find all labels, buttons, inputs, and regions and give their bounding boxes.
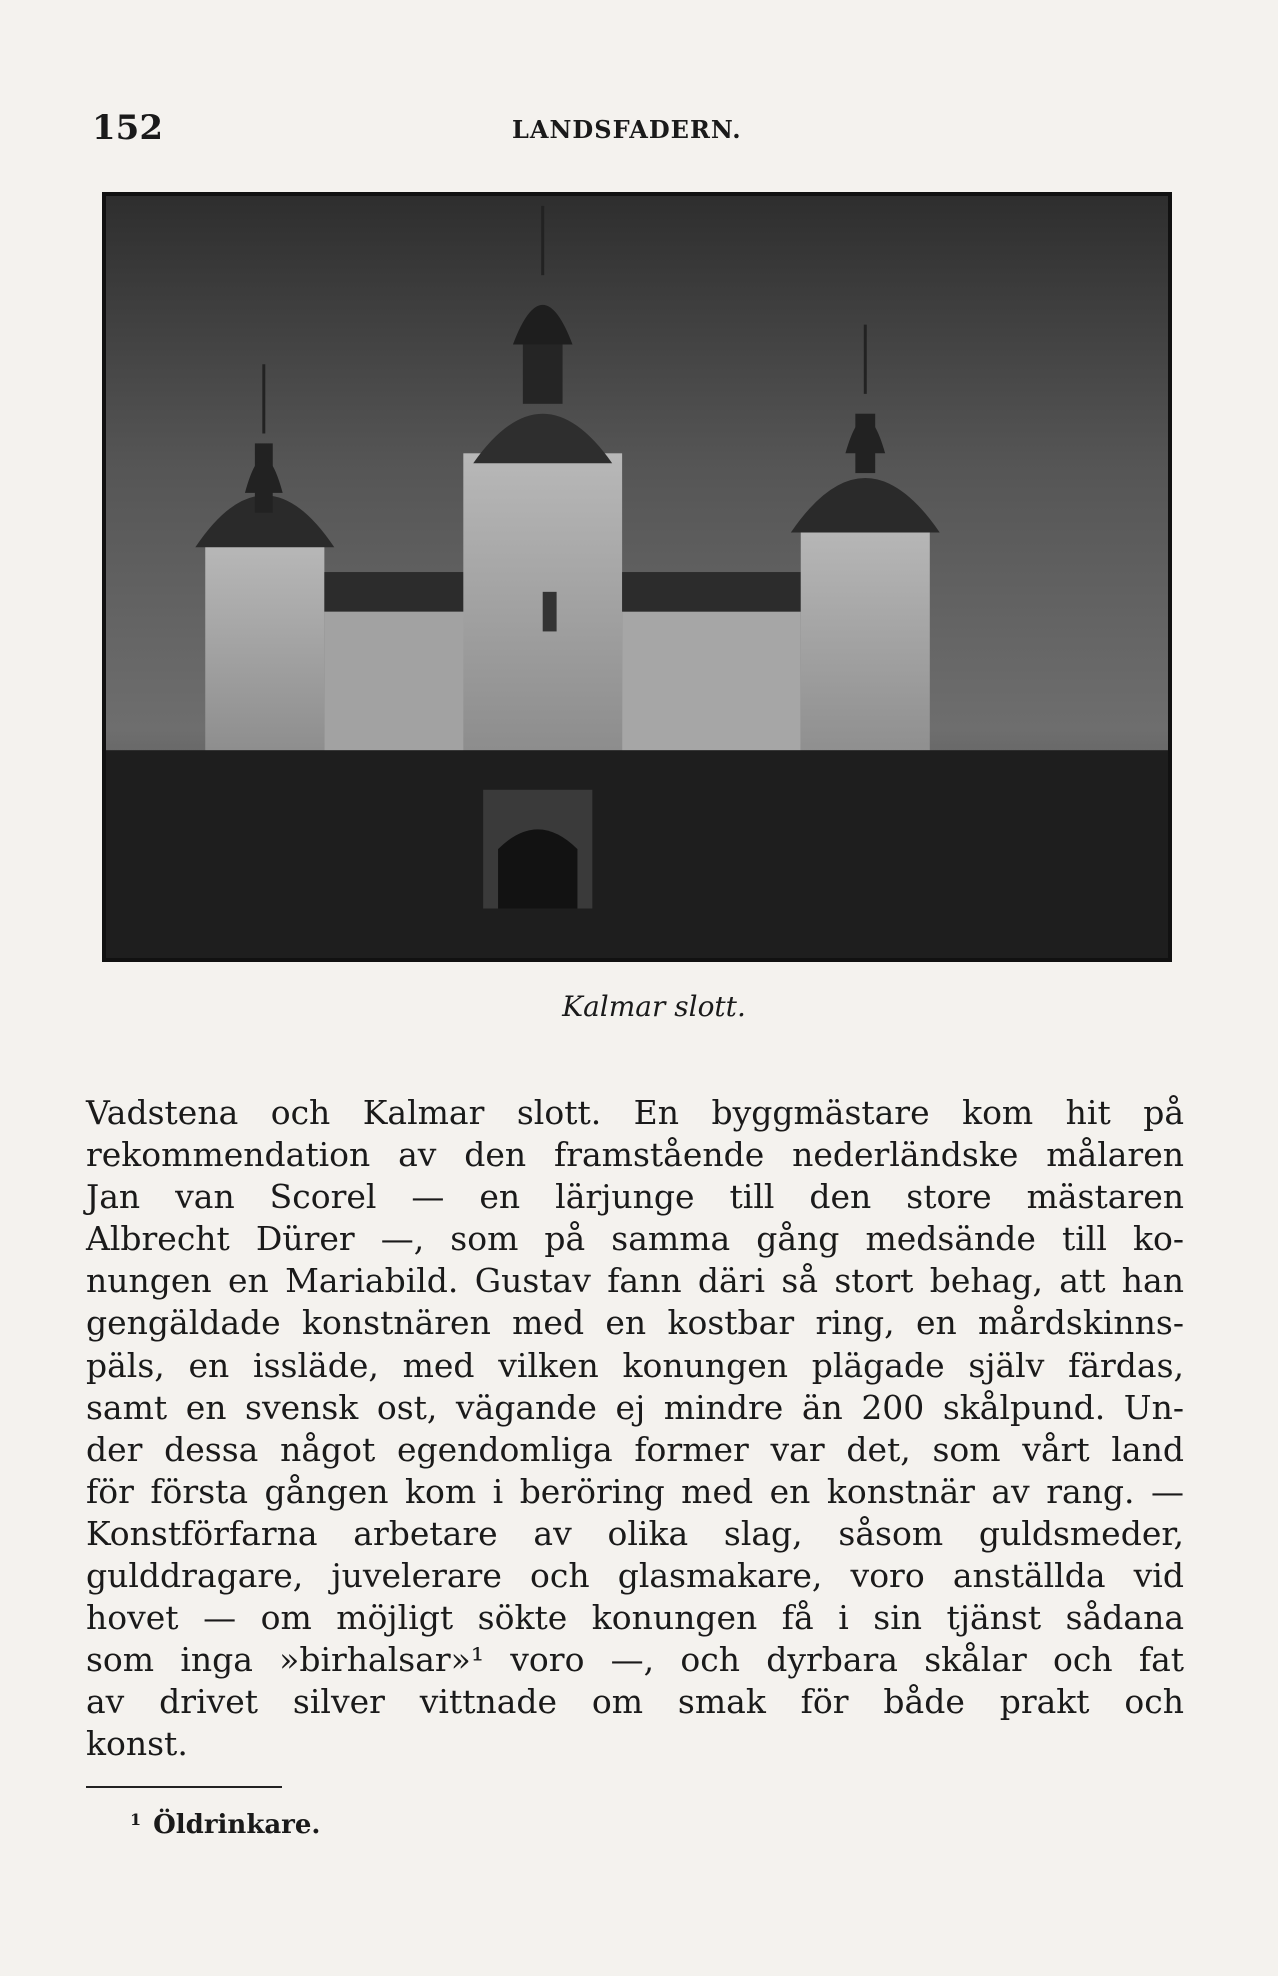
text-line: konst. — [86, 1724, 188, 1764]
text-line: hovet — om möjligt sökte konungen få i sin tjänst sådana — [86, 1598, 1184, 1638]
text-line: der dessa något egendomliga former var det, som vårt land — [86, 1429, 1184, 1469]
text-line: av drivet silver vittnade om smak för både prakt och — [86, 1682, 1184, 1722]
text-line: rekommendation av den framstående nederländske målaren — [86, 1135, 1184, 1175]
running-head: LANDSFADERN. — [512, 115, 742, 144]
text-line: Konstförfarna arbetare av olika slag, såsom guldsmeder, — [86, 1513, 1184, 1553]
text-line: Jan van Scorel — en lärjunge till den store mästaren — [86, 1177, 1184, 1217]
text-line: nungen en Mariabild. Gustav fann däri så stort behag, att han — [86, 1261, 1184, 1301]
caption-text: Kalmar slott. — [562, 990, 746, 1023]
page-number: 152 — [92, 108, 163, 148]
page-header — [92, 108, 1184, 148]
text-line: som inga »birhalsar»¹ voro —, och dyrbara skålar och fat — [86, 1640, 1184, 1680]
text-line: päls, en issläde, med vilken konungen plägade själv färdas, — [86, 1345, 1184, 1385]
text-line: gulddragare, juvelerare och glasmakare, voro anställda vid — [86, 1556, 1184, 1596]
castle-photo-icon — [106, 196, 1168, 958]
footnote-divider — [86, 1786, 282, 1788]
text-line: Albrecht Dürer —, som på samma gång medsände till ko- — [86, 1219, 1184, 1259]
footnote-text: Öldrinkare. — [153, 1810, 321, 1840]
text-line: samt en svensk ost, vägande ej mindre än 200 skålpund. Un- — [86, 1387, 1184, 1427]
body-paragraph — [86, 1092, 1184, 1766]
text-line: för första gången kom i beröring med en konstnär av rang. — — [86, 1471, 1184, 1511]
footnote-marker: 1 — [130, 1810, 142, 1829]
text-line: gengäldade konstnären med en kostbar ring, en mårdskinns- — [86, 1303, 1184, 1343]
figure-caption — [0, 990, 1278, 1023]
text-line: Vadstena och Kalmar slott. En byggmästare kom hit på — [86, 1093, 1184, 1132]
footnote — [130, 1810, 320, 1840]
castle-photo — [102, 192, 1172, 962]
